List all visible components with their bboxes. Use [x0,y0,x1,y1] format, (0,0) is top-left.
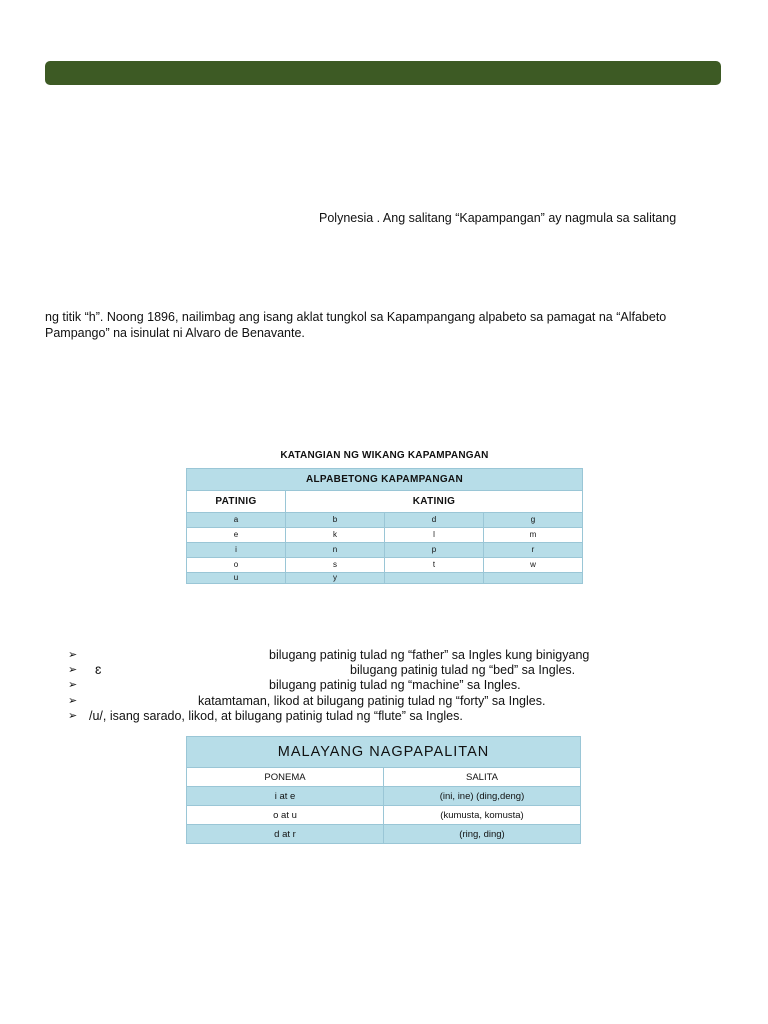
list-item-text: bilugang patinig tulad ng “father” sa Ingles kung binigyang [269,648,590,662]
column-header-word: SALITA [384,768,581,787]
table-cell: y [286,573,385,584]
table-cell: (kumusta, komusta) [384,806,581,825]
table-cell: (ring, ding) [384,825,581,844]
paragraph-alfabeto [45,309,666,341]
table-cell: a [187,513,286,528]
header-banner [45,61,721,85]
table-row [187,528,583,543]
list-item-text: bilugang patinig tulad ng “bed” sa Ingles. [350,663,576,678]
table-row [187,513,583,528]
paragraph-line: ng titik “h”. Noong 1896, nailimbag ang isang aklat tungkol sa Kapampangang alpabeto sa pamagat na “Alfabeto [45,310,667,324]
column-header-vowels: PATINIG [187,491,286,513]
table-row [187,787,581,806]
alphabet-table [186,468,583,584]
phonetic-symbol: ɛ [95,661,102,678]
paragraph-line: Pampango” na isinulat ni Alvaro de Benavante. [45,326,305,340]
alphabet-table-title: ALPABETONG KAPAMPANGAN [187,469,583,491]
table-cell: e [187,528,286,543]
table-cell: i at e [187,787,384,806]
column-header-consonants: KATINIG [286,491,583,513]
table-cell: d at r [187,825,384,844]
table-cell: (ini, ine) (ding,deng) [384,787,581,806]
table-cell: k [286,528,385,543]
table-cell: m [484,528,583,543]
alphabet-caption: KATANGIAN NG WIKANG KAPAMPANGAN [280,450,489,461]
variation-table [186,736,581,844]
arrow-bullet-icon: ➢ [68,649,78,661]
table-row [187,558,583,573]
table-cell: o [187,558,286,573]
variation-table-title: MALAYANG NAGPAPALITAN [187,737,581,768]
arrow-bullet-icon: ➢ [68,694,78,707]
table-cell: l [385,528,484,543]
arrow-bullet-icon: ➢ [68,679,78,692]
table-cell: g [484,513,583,528]
list-item-text: /u/, isang sarado, likod, at bilugang patinig tulad ng “flute” sa Ingles. [89,708,463,723]
table-cell: r [484,543,583,558]
table-cell: u [187,573,286,584]
arrow-bullet-icon: ➢ [68,709,78,722]
table-cell: o at u [187,806,384,825]
table-cell: s [286,558,385,573]
table-cell: w [484,558,583,573]
table-row [187,573,583,584]
table-cell [484,573,583,584]
table-cell: t [385,558,484,573]
list-item-text: katamtaman, likod at bilugang patinig tulad ng “forty” sa Ingles. [198,693,546,708]
table-row [187,543,583,558]
table-cell: d [385,513,484,528]
table-cell [385,573,484,584]
table-row [187,806,581,825]
table-cell: b [286,513,385,528]
paragraph-polynesia: Polynesia . Ang salitang “Kapampangan” ay nagmula sa salitang [319,211,677,225]
table-row [187,825,581,844]
table-cell: i [187,543,286,558]
column-header-phoneme: PONEMA [187,768,384,787]
table-cell: n [286,543,385,558]
list-item-text: bilugang patinig tulad ng “machine” sa Ingles. [269,678,521,693]
arrow-bullet-icon: ➢ [68,664,78,677]
table-cell: p [385,543,484,558]
